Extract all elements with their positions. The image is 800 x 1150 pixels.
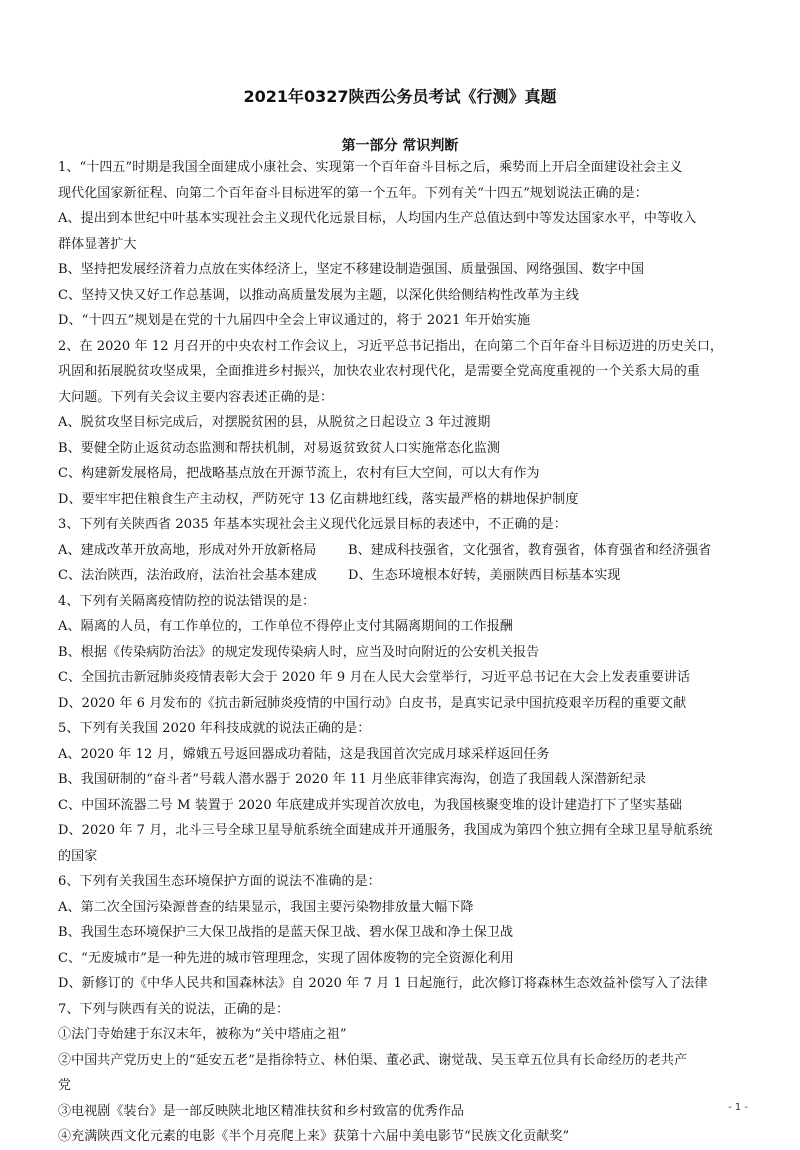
text-line: 4、下列有关隔离疫情防控的说法错误的是： bbox=[58, 593, 316, 609]
text-line: 2、在 2020 年 12 月召开的中央农村工作会议上，习近平总书记指出，在向第二个百年奋斗目标迈进的历史关口， bbox=[58, 338, 724, 354]
text-line: C、全国抗击新冠肺炎疫情表彰大会于 2020 年 9 月在人民大会堂举行，习近平总书记在大会上发表重要讲话 bbox=[58, 670, 691, 685]
text-line: 群体显著扩大 bbox=[58, 236, 137, 252]
text-line: 1、“十四五”时期是我国全面建成小康社会、实现第一个百年奋斗目标之后，乘势而上开启全面建设社会主义 bbox=[58, 160, 683, 175]
text-line: A、2020 年 12 月，嫦娥五号返回器成功着陆，这是我国首次完成月球采样返回任务 bbox=[58, 746, 550, 762]
text-line: B、我国生态环境保护三大保卫战指的是蓝天保卫战、碧水保卫战和净土保卫战 bbox=[58, 925, 514, 940]
text-line: A、第二次全国污染源普查的结果显示，我国主要污染物排放量大幅下降 bbox=[58, 899, 474, 915]
question-body bbox=[58, 155, 746, 1150]
text-line: D、新修订的《中华人民共和国森林法》自 2020 年 7 月 1 日起施行，此次修订将森林生态效益补偿写入了法律 bbox=[58, 976, 708, 991]
page-number: - 1 - bbox=[728, 1102, 748, 1113]
text-line: C、坚持又快又好工作总基调，以推动高质量发展为主题，以深化供给侧结构性改革为主线 bbox=[58, 287, 579, 303]
option-row bbox=[58, 538, 746, 564]
option-c: C、法治陕西，法治政府，法治社会基本建成 bbox=[58, 568, 317, 583]
text-line: D、“十四五”规划是在党的十九届四中全会上审议通过的，将于 2021 年开始实施 bbox=[58, 313, 531, 328]
text-line: ①法门寺始建于东汉末年，被称为“关中塔庙之祖” bbox=[58, 1027, 347, 1042]
text-line: C、构建新发展格局，把战略基点放在开源节流上，农村有巨大空间，可以大有作为 bbox=[58, 466, 540, 481]
text-line: D、2020 年 7 月，北斗三号全球卫星导航系统全面建成并开通服务，我国成为第四个独立拥有全球卫星导航系统 bbox=[58, 823, 713, 838]
text-line: D、2020 年 6 月发布的《抗击新冠肺炎疫情的中国行动》白皮书，是真实记录中国抗疫艰辛历程的重要文献 bbox=[58, 695, 687, 711]
text-line: 现代化国家新征程、向第二个百年奋斗目标进军的第一个五年。下列有关“十四五”规划说法正确的是： bbox=[58, 185, 648, 201]
text-line: A、隔离的人员，有工作单位的，工作单位不得停止支付其隔离期间的工作报酬 bbox=[58, 619, 513, 634]
option-row bbox=[58, 563, 746, 589]
text-line: 的国家 bbox=[58, 848, 98, 864]
section-heading: 第一部分 常识判断 bbox=[341, 138, 459, 154]
text-line: A、提出到本世纪中叶基本实现社会主义现代化远景目标，人均国内生产总值达到中等发达国家水平，中等收入 bbox=[58, 211, 697, 226]
option-a: A、建成改革开放高地，形成对外开放新格局 bbox=[58, 542, 317, 558]
text-line: B、要健全防止返贫动态监测和帮扶机制，对易返贫致贫人口实施常态化监测 bbox=[58, 440, 500, 456]
text-line: 党 bbox=[58, 1078, 72, 1093]
document-title: 2021年0327陕西公务员考试《行测》真题 bbox=[243, 87, 557, 106]
text-line: 3、下列有关陕西省 2035 年基本实现社会主义现代化远景目标的表述中，不正确的是： bbox=[58, 517, 567, 532]
text-line: ④充满陕西文化元素的电影《半个月亮爬上来》获第十六届中美电影节“民族文化贡献奖” bbox=[58, 1129, 570, 1144]
option-d: D、生态环境根本好转，美丽陕西目标基本实现 bbox=[348, 568, 621, 583]
text-line: 6、下列有关我国生态环境保护方面的说法不准确的是： bbox=[58, 874, 381, 889]
text-line: 巩固和拓展脱贫攻坚成果，全面推进乡村振兴，加快农业农村现代化，是需要全党高度重视的一个关系大局的重 bbox=[58, 364, 700, 379]
text-line: B、坚持把发展经济着力点放在实体经济上，坚定不移建设制造强国、质量强国、网络强国、数字中国 bbox=[58, 262, 645, 277]
text-line: 大问题。下列有关会议主要内容表述正确的是： bbox=[58, 389, 334, 405]
text-line: ③电视剧《装台》是一部反映陕北地区精准扶贫和乡村致富的优秀作品 bbox=[58, 1103, 465, 1119]
text-line: B、我国研制的“奋斗者”号载人潜水器于 2020 年 11 月坐底菲律宾海沟，创造了我国载人深潜新纪录 bbox=[58, 772, 647, 787]
text-line: 7、下列与陕西有关的说法，正确的是： bbox=[58, 1001, 290, 1017]
text-line: C、“无废城市”是一种先进的城市管理理念，实现了固体废物的完全资源化利用 bbox=[58, 950, 514, 966]
text-line: 5、下列有关我国 2020 年科技成就的说法正确的是： bbox=[58, 721, 371, 736]
text-line: D、要牢牢把住粮食生产主动权，严防死守 13 亿亩耕地红线，落实最严格的耕地保护制度 bbox=[58, 491, 579, 507]
text-line: B、根据《传染病防治法》的规定发现传染病人时，应当及时向附近的公安机关报告 bbox=[58, 644, 540, 660]
text-line: A、脱贫攻坚目标完成后，对摆脱贫困的县，从脱贫之日起设立 3 年过渡期 bbox=[58, 415, 491, 430]
text-line: C、中国环流器二号 M 装置于 2020 年底建成并实现首次放电，为我国核聚变堆的设计建造打下了坚实基础 bbox=[58, 797, 683, 813]
option-b: B、建成科技强省，文化强省，教育强省，体育强省和经济强省 bbox=[348, 542, 712, 558]
text-line: ②中国共产党历史上的“延安五老”是指徐特立、林伯渠、董必武、谢觉哉、吴玉章五位具有长命经历的老共产 bbox=[58, 1052, 688, 1068]
